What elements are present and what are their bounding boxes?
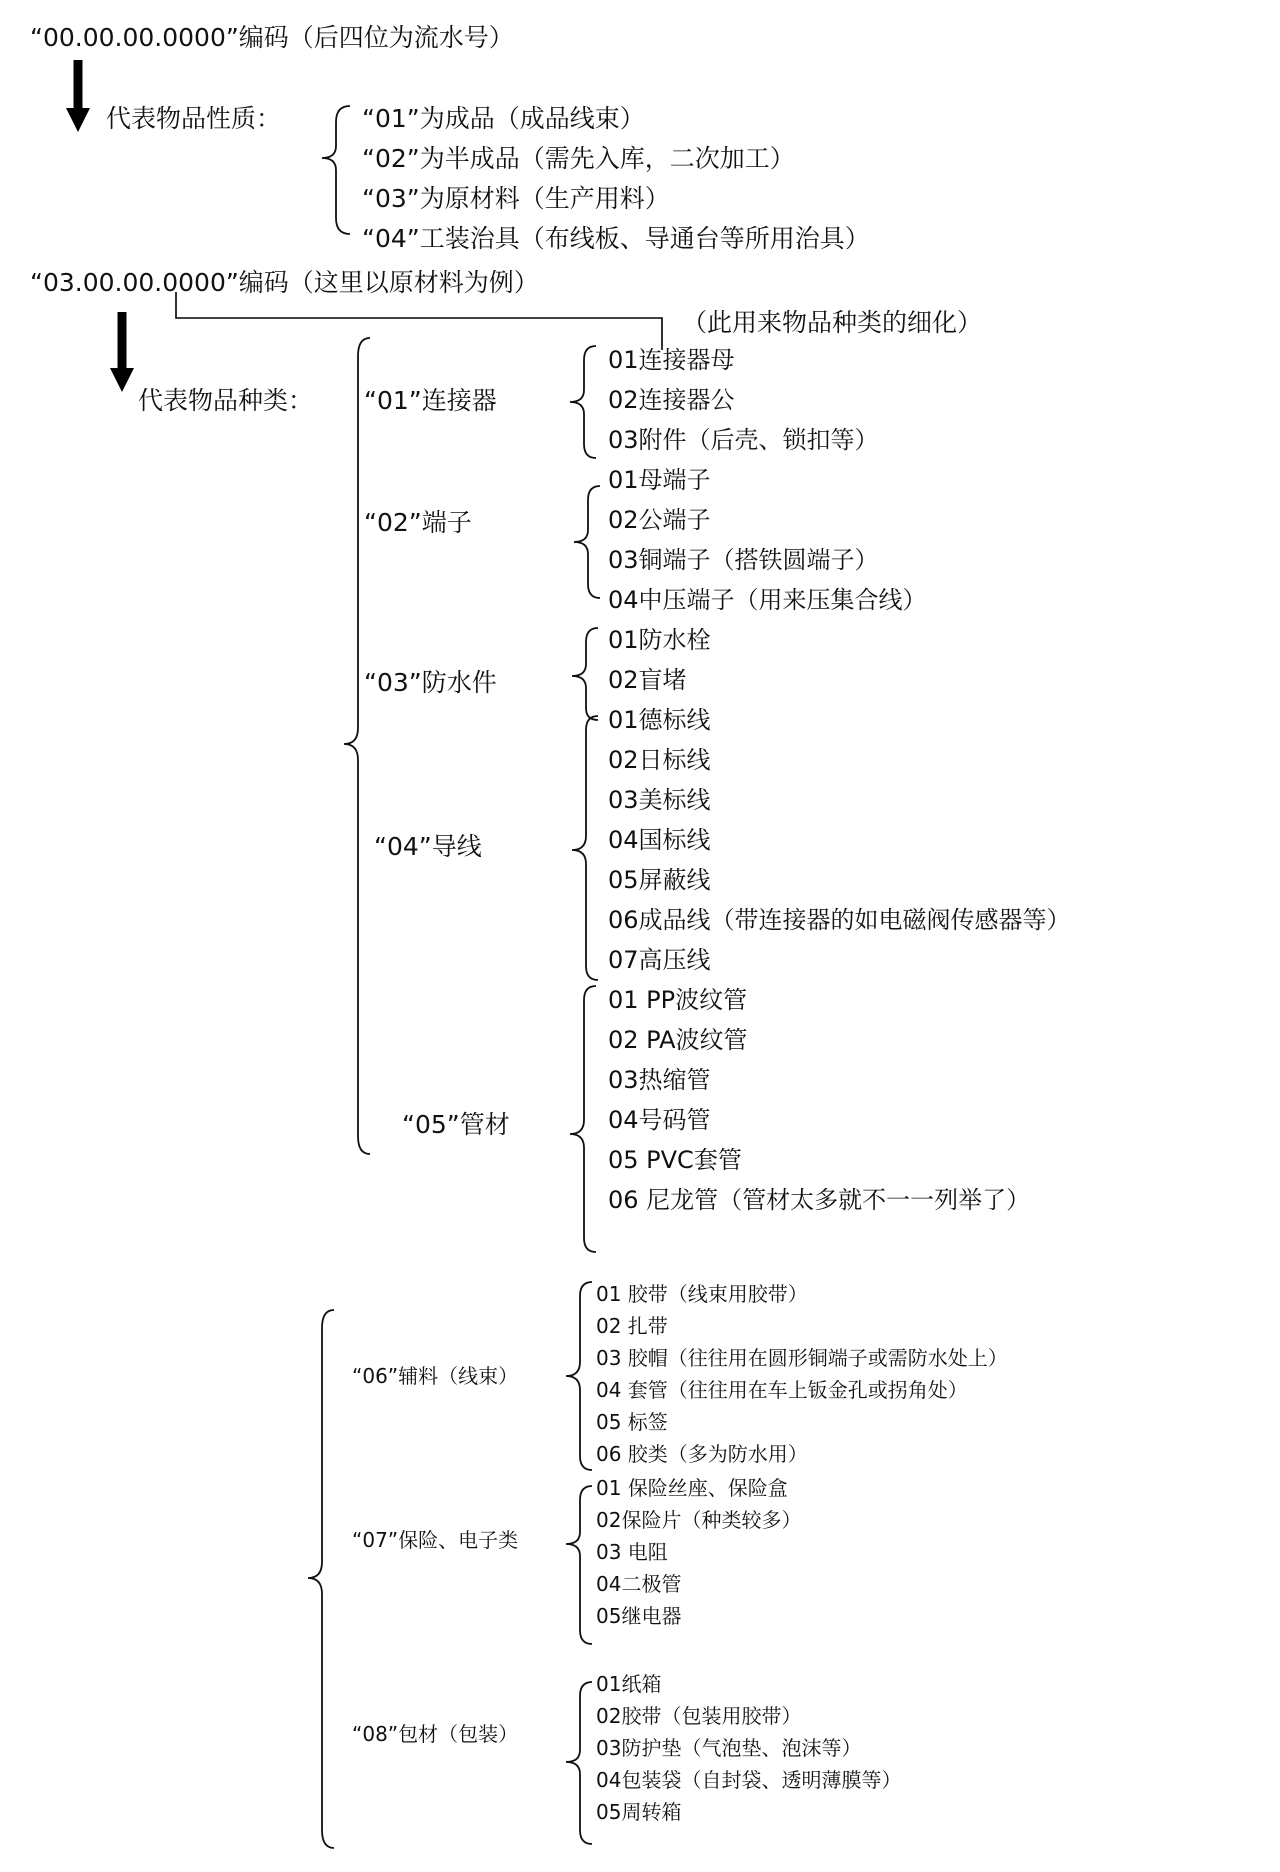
brace-group-05 bbox=[570, 986, 596, 1252]
list-item: 01 PP波纹管 bbox=[608, 986, 748, 1014]
group-label-02: “02”端子 bbox=[364, 508, 472, 537]
list-item: 04中压端子（用来压集合线） bbox=[608, 586, 927, 614]
list-item: 03热缩管 bbox=[608, 1066, 711, 1094]
list-item: 04号码管 bbox=[608, 1106, 711, 1134]
kind-label: 代表物品种类： bbox=[138, 386, 314, 415]
connector-line bbox=[176, 292, 662, 350]
list-item: 06 尼龙管（管材太多就不一一列举了） bbox=[608, 1186, 1031, 1214]
nature-label: 代表物品性质： bbox=[106, 104, 282, 133]
list-item: 02盲堵 bbox=[608, 666, 687, 694]
nature-item: “03”为原材料（生产用料） bbox=[362, 184, 670, 213]
list-item: 01连接器母 bbox=[608, 346, 735, 374]
list-item: 04包装袋（自封袋、透明薄膜等） bbox=[596, 1768, 902, 1792]
list-item: 01德标线 bbox=[608, 706, 711, 734]
list-item: 01 保险丝座、保险盒 bbox=[596, 1476, 788, 1500]
brace-kinds bbox=[344, 338, 370, 1154]
nature-item: “02”为半成品（需先入库，二次加工） bbox=[362, 144, 795, 173]
list-item: 05继电器 bbox=[596, 1604, 682, 1628]
arrow-down-icon bbox=[66, 60, 90, 132]
list-item: 05 标签 bbox=[596, 1410, 668, 1434]
list-item: 04 套管（往往用在车上钣金孔或拐角处） bbox=[596, 1378, 968, 1402]
brace-group-04 bbox=[572, 716, 598, 980]
group-label-07: “07”保险、电子类 bbox=[352, 1528, 519, 1552]
brace-nature bbox=[322, 106, 350, 234]
brace-group-02 bbox=[574, 486, 600, 598]
code-example-title: “03.00.00.0000”编码（这里以原材料为例） bbox=[30, 268, 539, 297]
brace-kinds-2 bbox=[308, 1310, 334, 1848]
list-item: 03防护垫（气泡垫、泡沫等） bbox=[596, 1736, 862, 1760]
list-item: 01防水栓 bbox=[608, 626, 711, 654]
list-item: 05 PVC套管 bbox=[608, 1146, 742, 1174]
list-item: 06 胶类（多为防水用） bbox=[596, 1442, 808, 1466]
list-item: 04二极管 bbox=[596, 1572, 682, 1596]
list-item: 03 胶帽（往往用在圆形铜端子或需防水处上） bbox=[596, 1346, 1008, 1370]
list-item: 01 胶带（线束用胶带） bbox=[596, 1282, 808, 1306]
list-item: 02日标线 bbox=[608, 746, 711, 774]
list-item: 02 PA波纹管 bbox=[608, 1026, 748, 1054]
list-item: 01母端子 bbox=[608, 466, 711, 494]
list-item: 06成品线（带连接器的如电磁阀传感器等） bbox=[608, 906, 1071, 934]
group-label-08: “08”包材（包装） bbox=[352, 1722, 519, 1746]
list-item: 03美标线 bbox=[608, 786, 711, 814]
list-item: 02公端子 bbox=[608, 506, 711, 534]
detail-note: （此用来物品种类的细化） bbox=[682, 308, 983, 337]
list-item: 05周转箱 bbox=[596, 1800, 682, 1824]
brace-group-06 bbox=[566, 1282, 592, 1470]
group-label-06: “06”辅料（线束） bbox=[352, 1364, 519, 1388]
brace-group-03 bbox=[572, 628, 598, 720]
list-item: 05屏蔽线 bbox=[608, 866, 711, 894]
brace-group-01 bbox=[570, 346, 596, 458]
brace-group-07 bbox=[566, 1486, 592, 1644]
list-item: 03附件（后壳、锁扣等） bbox=[608, 426, 879, 454]
list-item: 03 电阻 bbox=[596, 1540, 668, 1564]
list-item: 04国标线 bbox=[608, 826, 711, 854]
brace-group-08 bbox=[566, 1682, 592, 1844]
group-label-04: “04”导线 bbox=[374, 832, 482, 861]
nature-item: “04”工装治具（布线板、导通台等所用治具） bbox=[362, 224, 870, 253]
list-item: 02保险片（种类较多） bbox=[596, 1508, 802, 1532]
list-item: 01纸箱 bbox=[596, 1672, 662, 1696]
group-label-05: “05”管材 bbox=[402, 1110, 510, 1139]
code-format-title: “00.00.00.0000”编码（后四位为流水号） bbox=[30, 23, 514, 52]
nature-item: “01”为成品（成品线束） bbox=[362, 104, 645, 133]
arrow-down-icon bbox=[110, 312, 134, 392]
list-item: 02胶带（包装用胶带） bbox=[596, 1704, 802, 1728]
list-item: 07高压线 bbox=[608, 946, 711, 974]
list-item: 02 扎带 bbox=[596, 1314, 668, 1338]
list-item: 03铜端子（搭铁圆端子） bbox=[608, 546, 879, 574]
list-item: 02连接器公 bbox=[608, 386, 735, 414]
group-label-01: “01”连接器 bbox=[364, 386, 497, 415]
group-label-03: “03”防水件 bbox=[364, 668, 497, 697]
